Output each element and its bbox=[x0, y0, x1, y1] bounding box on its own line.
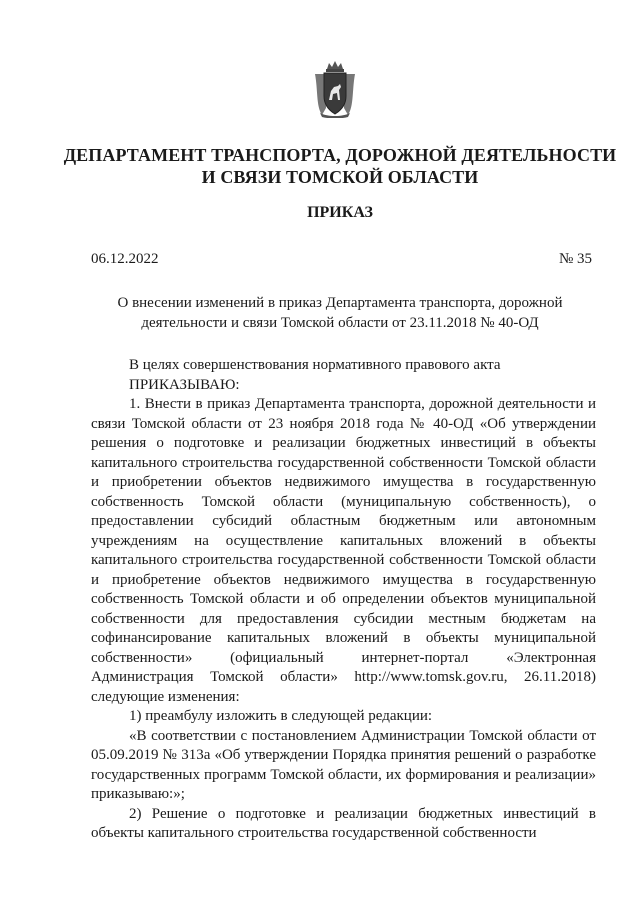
document-date: 06.12.2022 bbox=[91, 251, 159, 267]
body-paragraph-order-word: ПРИКАЗЫВАЮ: bbox=[129, 376, 240, 393]
document-body bbox=[91, 356, 596, 844]
department-title bbox=[60, 144, 620, 188]
subject-line-1: О внесении изменений в приказ Департамента транспорта, дорожной bbox=[117, 295, 563, 311]
body-paragraph-preamble: В целях совершенствования нормативного правового акта bbox=[129, 357, 501, 373]
department-title-line-1: ДЕПАРТАМЕНТ ТРАНСПОРТА, ДОРОЖНОЙ ДЕЯТЕЛЬНОСТИ bbox=[63, 145, 617, 165]
body-paragraph-new-preamble: «В соответствии с постановлением Администрации Томской области от 05.09.2019 № 313а «Об утверждении Порядка принятия решений о разработке государственных программ Томской области, их формирования и реализации» приказываю:»; bbox=[91, 727, 596, 802]
subject-line-2: деятельности и связи Томской области от 23.11.2018 № 40-ОД bbox=[141, 315, 539, 331]
document-type: ПРИКАЗ bbox=[307, 204, 373, 221]
body-paragraph-item-1: 1. Внести в приказ Департамента транспорта, дорожной деятельности и связи Томской области от 23 ноября 2018 года № 40-ОД «Об утверждении решения о подготовке и реализации бюджетных инвестиций в объекты капитального строительства государственной собственности Томской области и приобретении объектов недвижимого имущества в государственную собственность Томской области (муниципальную собственность), о предоставлении субсидий областным бюджетным или автономным учреждениям на осуществление капитальных вложений в объекты капитального строительства государственной собственности Томской области и приобретение объектов недвижимого имущества в государственную собственность Томской области и об определении объектов муниципальной собственности для предоставления субсидии местным бюджетам на софинансирование капитальных вложений в объекты муниципальной собственности» (официальный интернет-портал «Электронная Администрация Томской области» http://www.tomsk.gov.ru, 26.11.2018) следующие изменения: bbox=[91, 396, 596, 705]
document-number: № 35 bbox=[558, 251, 592, 267]
tomsk-region-coat-of-arms-icon bbox=[312, 60, 358, 118]
body-paragraph-subitem-1: 1) преамбулу изложить в следующей редакции: bbox=[129, 708, 433, 724]
body-paragraph-subitem-2: 2) Решение о подготовке и реализации бюджетных инвестиций в объекты капитального строительства государственной собственности bbox=[91, 805, 596, 841]
document-subject bbox=[100, 293, 580, 333]
department-title-line-2: И СВЯЗИ ТОМСКОЙ ОБЛАСТИ bbox=[201, 167, 479, 187]
